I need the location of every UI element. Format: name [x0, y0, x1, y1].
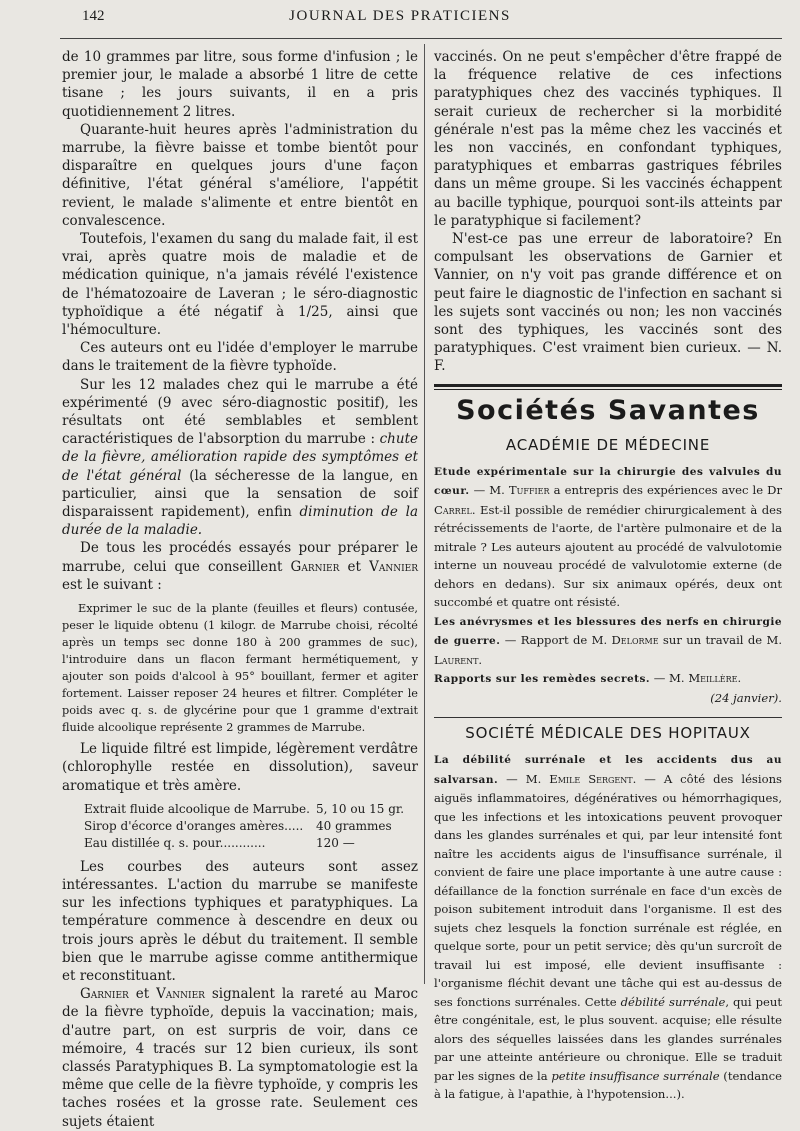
paragraph [62, 376, 418, 540]
author-name: Tuffier [508, 483, 550, 498]
right-column [434, 48, 782, 1104]
text: . — A côté des lésions aiguës inflammatoires, dégénératives ou hémorrhagiques, que les infections et les intoxications peuvent provoquer dans les glandes surrénales et qui, par leur intensité font naître les accidents aigus de l'insuffisance surrénale, il convient de faire une place importante à une autre cause : défaillance de la fonction surrénale en face d'un excès de poison subitement introduit dans l'organisme. Il est des sujets chez lesquels la fonction surrénale est réglée, en quelque sorte, pour un petit service; dès qu'un surcroît de travail lui est imposé, elle devient insuffisante : l'organisme fléchit devant une tâche qui est au-dessus de ses fonctions surrénales. Cette [434, 771, 782, 1009]
hopitaux-title: SOCIÉTÉ MÉDICALE DES HOPITAUX [465, 724, 751, 743]
entry [434, 462, 782, 612]
academie-title: ACADÉMIE DE MÉDECINE [505, 435, 711, 454]
text: signalent la rareté au Maroc de la fièvre typhoïde, depuis la vaccination; mais, d'autre part, on est surpris de voir, dans ce mémoire, 4 tracés sur 12 bien curieux, ils sont classés Paratyphiques B. La symptomatologie est la même que celle de la fièvre typhoïde, y compris les taches rosées et la grosse rate. Seulement ces sujets étaient [62, 986, 418, 1130]
text: (tendance à la fatigue, à l'apathie, à l'hypotension...). [434, 1068, 782, 1102]
column-divider [424, 44, 425, 984]
emphasis: diminution de la durée de la maladie. [62, 504, 418, 539]
text: Sur les 12 malades chez qui le marrube a été expérimenté (9 avec séro-diagnostic positif), les résultats ont été semblables et semblent caractéristiques de l'absorption du marrube : [62, 376, 418, 448]
paragraph [62, 985, 418, 1131]
text: et [128, 986, 157, 1003]
author-name: Vannier [156, 986, 205, 1003]
text: — M. [498, 771, 550, 786]
paragraph: Les courbes des auteurs sont assez intéressantes. L'action du marrube se manifeste sur les infections typhiques et paratyphiques. La température commence à descendre en deux ou trois jours après le début du traitement. Il semble bien que le marrube agisse comme antithermique et reconstituant. [62, 858, 418, 984]
running-head: JOURNAL DES PRATICIENS [289, 8, 511, 24]
paragraph: vaccinés. On ne peut s'empêcher d'être frappé de la fréquence relative de ces infections paratyphiques chez des vaccinés typhiques. Il serait curieux de rechercher si la morbidité générale n'est pas la même chez les vaccinés et les non vaccinés, en confondant typhiques, paratyphiques et embarras gastriques fébriles dans un même groupe. Si les vaccinés échappent au bacille typhique, pourquoi sont-ils atteints par le paratyphique si facilement? [434, 49, 782, 229]
text: sur un travail de M. [658, 633, 783, 648]
paragraph: Ces auteurs ont eu l'idée d'employer le marrube dans le traitement de la fièvre typhoïde. [62, 340, 418, 375]
text: . [478, 652, 483, 667]
text: (la sécheresse de la langue, en particulier, ainsi que la sensation de soif disparaissent rapidement), enfin [62, 467, 418, 521]
paragraph [62, 539, 418, 594]
paragraph: Quarante-huit heures après l'administration du marrube, la fièvre baisse et tombe bientôt pour disparaître en quelques jours d'une façon définitive, l'état général s'améliore, l'appétit revient, le malade s'alimente et entre bientôt en convalescence. [62, 121, 418, 229]
formula-ingredient: Extrait fluide alcoolique de Marrube. [84, 801, 310, 816]
author-name: Carrel [434, 502, 472, 517]
text: . Est-il possible de remédier chirurgicalement à des rétrécissements de l'aorte, de l'artère pulmonaire et de la mitrale ? Les auteurs ajoutent au procédé de valvulotomie interne un nouveau procédé de valvulotomie externe (de dehors en dedans). Sur six animaux opérés, deux ont succombé et quatre ont résisté. [434, 502, 782, 610]
paragraph: de 10 grammes par litre, sous forme d'infusion ; le premier jour, le malade a absorbé 1 litre de cette tisane ; les jours suivants, il en a pris quotidiennement 2 litres. [62, 49, 418, 120]
formula-row [62, 835, 418, 852]
text: . [737, 671, 742, 686]
author-name: Garnier [290, 558, 340, 575]
formula-amount: 5, 10 ou 15 gr. [316, 801, 405, 816]
entry-title: La débilité surrénale et les accidents dus au salvarsan. [434, 754, 782, 786]
entry-title: Les anévrysmes et les blessures des nerfs en chirurgie de guerre. [434, 615, 782, 648]
author-name: Meillère [688, 671, 738, 686]
section-rule [434, 384, 782, 390]
section-title: Sociétés Savantes [456, 394, 760, 426]
text: a entrepris des expériences avec le Dr [549, 483, 782, 498]
entry-title: Rapports sur les remèdes secrets. [434, 673, 651, 686]
author-name: Emile Sergent [549, 771, 633, 786]
author-name: Garnier [80, 986, 129, 1003]
entry-title: Etude expérimentale sur la chirurgie des valvules du cœur. [434, 465, 782, 498]
text: est le suivant : [62, 576, 162, 593]
hopitaux-entries [434, 750, 782, 1104]
formula-amount: 120 — [316, 835, 355, 850]
left-column [62, 48, 418, 1131]
entry [434, 750, 782, 1104]
emphasis: petite insuffisance surrénale [551, 1068, 720, 1083]
formula-row [62, 801, 418, 818]
text: et [339, 558, 370, 575]
formula-row [62, 818, 418, 835]
emphasis: chute de la fièvre, amélioration rapide des symptômes et de l'état général [62, 431, 418, 484]
text: De tous les procédés essayés pour préparer le marrube, celui que conseillent [62, 540, 418, 575]
recipe-block [62, 600, 418, 736]
session-date: (24 janvier). [710, 690, 782, 705]
academie-entries [434, 462, 782, 708]
text: — Rapport de M. [500, 633, 612, 648]
entry [434, 612, 782, 670]
text: — M. [650, 671, 689, 686]
paragraph: Le liquide filtré est limpide, légèrement verdâtre (chlorophylle restée en dissolution), saveur aromatique et très amère. [62, 741, 418, 794]
author-name: Laurent [434, 652, 479, 667]
text: , qui peut être congénitale, est, le plus souvent. acquise; elle résulte alors des séquelles laissées dans les glandes surrénales par une atteinte antérieure ou chronique. Elle se traduit par les signes de la [434, 994, 783, 1083]
page-number: 142 [82, 8, 105, 24]
emphasis: débilité surrénale [620, 994, 726, 1009]
formula-ingredient: Eau distillée q. s. pour............ [84, 835, 266, 850]
text: — M. [469, 483, 509, 498]
paragraph: Toutefois, l'examen du sang du malade fait, il est vrai, après quatre mois de maladie et de médication quinique, n'a jamais révélé l'existence de l'hématozoaire de Laveran ; le séro-diagnostic typhoïdique a été négatif à 1/25, ainsi que l'hémoculture. [62, 231, 418, 339]
header-rule [60, 38, 782, 39]
subsection-rule [434, 717, 782, 718]
paragraph: N'est-ce pas une erreur de laboratoire? En compulsant les observations de Garnier et Vannier, on n'y voit pas grande différence et on peut faire le diagnostic de l'infection en sachant si les sujets sont vaccinés ou non; les non vaccinés sont des typhiques, les vaccinés sont des paratyphiques. C'est vraiment bien curieux. — N. F. [434, 231, 782, 375]
author-name: Vannier [369, 558, 419, 575]
formula-amount: 40 grammes [316, 818, 392, 833]
formula-ingredient: Sirop d'écorce d'oranges amères..... [84, 818, 304, 833]
formula-table [62, 801, 418, 852]
recipe-text: Exprimer le suc de la plante (feuilles et fleurs) contusée, peser le liquide obtenu (1 kilogr. de Marrube choisi, récolté après un temps sec donne 180 à 200 grammes de suc), l'introduire dans un flacon fermant hermétiquement, y ajouter son poids d'alcool à 95° bouillant, fermer et agiter fortement. Laisser reposer 24 heures et filtrer. Compléter le poids avec q. s. de glycérine pour que 1 gramme d'extrait fluide alcoolique représente 2 grammes de Marrube. [62, 602, 418, 735]
author-name: Delorme [611, 633, 659, 648]
entry [434, 669, 782, 689]
